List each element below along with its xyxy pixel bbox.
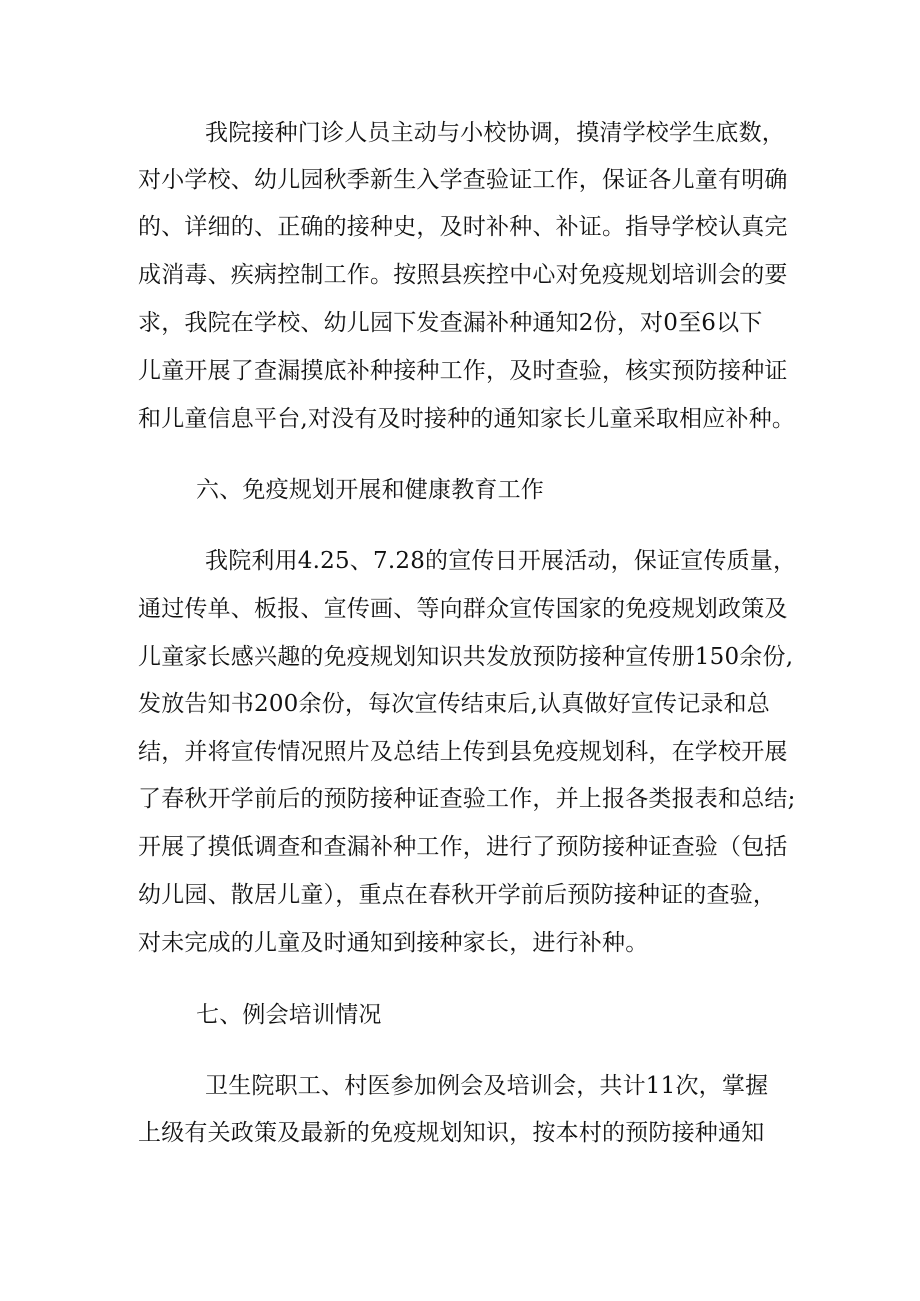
paragraph-line: 我院接种门诊人员主动与小校协调，摸清学校学生底数，: [205, 120, 785, 146]
paragraph-line: 儿童家长感兴趣的免疫规划知识共发放预防接种宣传册150余份,: [138, 644, 794, 670]
paragraph-line: 和儿童信息平台,对没有及时接种的通知家长儿童采取相应补种。: [138, 406, 796, 432]
paragraph-line: 开展了摸低调查和查漏补种工作，进行了预防接种证查验（包括: [138, 834, 788, 860]
paragraph-line: 幼儿园、散居儿童），重点在春秋开学前后预防接种证的查验，: [138, 882, 777, 908]
paragraph-line: 成消毒、疾病控制工作。按照县疾控中心对免疫规划培训会的要: [138, 262, 788, 288]
paragraph-line: 对小学校、幼儿园秋季新生入学查验证工作，保证各儿童有明确: [138, 167, 788, 193]
paragraph-line: 求，我院在学校、幼儿园下发查漏补种通知2份，对0至6以下: [138, 310, 763, 336]
paragraph-line: 发放告知书200余份，每次宣传结束后,认真做好宣传记录和总: [138, 691, 771, 717]
paragraph-line: 对未完成的儿童及时通知到接种家长，进行补种。: [138, 930, 649, 956]
section-heading: 六、免疫规划开展和健康教育工作: [196, 477, 544, 503]
section-heading: 七、例会培训情况: [196, 1002, 382, 1028]
paragraph-line: 上级有关政策及最新的免疫规划知识，按本村的预防接种通知: [138, 1120, 765, 1146]
paragraph-line: 卫生院职工、村医参加例会及培训会，共计11次，掌握: [205, 1073, 769, 1099]
paragraph-line: 了春秋开学前后的预防接种证查验工作，并上报各类报表和总结;: [138, 786, 796, 812]
paragraph-line: 我院利用4.25、7.28的宣传日开展活动，保证宣传质量，: [205, 548, 797, 574]
paragraph-line: 的、详细的、正确的接种史，及时补种、补证。指导学校认真完: [138, 214, 788, 240]
paragraph-line: 通过传单、板报、宣传画、等向群众宣传国家的免疫规划政策及: [138, 596, 788, 622]
paragraph-line: 儿童开展了查漏摸底补种接种工作，及时查验，核实预防接种证: [138, 358, 788, 384]
paragraph-line: 结，并将宣传情况照片及总结上传到县免疫规划科，在学校开展: [138, 739, 788, 765]
